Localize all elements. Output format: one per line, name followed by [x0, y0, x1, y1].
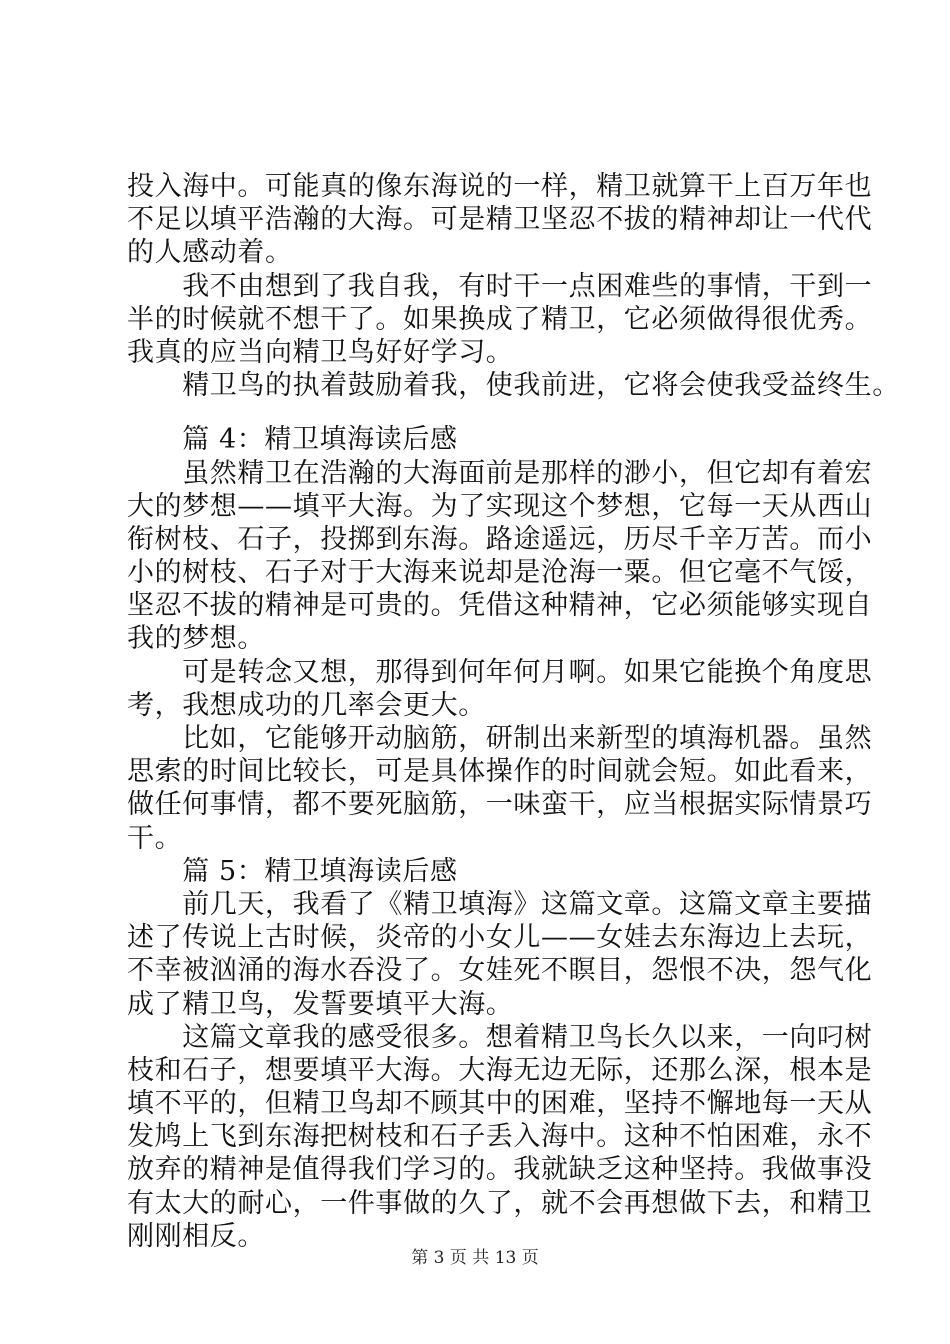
text-line: 衔树枝、石子，投掷到东海。路途遥远，历尽千辛万苦。而小 — [127, 523, 873, 555]
text-line: 小的树枝、石子对于大海来说却是沧海一粟。但它毫不气馁， — [127, 557, 873, 589]
section-heading-4: 篇 4：精卫填海读后感 — [127, 424, 458, 456]
text-line: 考，我想成功的几率会更大。 — [127, 689, 486, 721]
text-line: 坚忍不拔的精神是可贵的。凭借这种精神，它必须能够实现自 — [127, 590, 873, 622]
text-line: 放弃的精神是值得我们学习的。我就缺乏这种坚持。我做事没 — [127, 1154, 873, 1186]
text-line: 发鸠上飞到东海把树枝和石子丢入海中。这种不怕困难，永不 — [127, 1121, 873, 1153]
text-line: 成了精卫鸟，发誓要填平大海。 — [127, 988, 514, 1020]
paragraph-gap — [127, 402, 847, 423]
document-body — [127, 170, 900, 1253]
text-line: 可是转念又想，那得到何年何月啊。如果它能换个角度思 — [127, 656, 873, 688]
text-line: 枝和石子，想要填平大海。大海无边无际，还那么深，根本是 — [127, 1054, 873, 1086]
text-line: 我的梦想。 — [127, 623, 265, 655]
text-line: 大的梦想——填平大海。为了实现这个梦想，它每一天从西山 — [127, 490, 873, 522]
section-heading-5: 篇 5：精卫填海读后感 — [127, 855, 458, 887]
text-line: 半的时候就不想干了。如果换成了精卫，它必须做得很优秀。 — [127, 303, 873, 335]
text-line: 精卫鸟的执着鼓励着我，使我前进，它将会使我受益终生。 — [127, 370, 900, 402]
text-line: 刚刚相反。 — [127, 1220, 265, 1252]
text-line: 我不由想到了我自我，有时干一点困难些的事情，干到一 — [127, 270, 873, 302]
text-line: 填不平的，但精卫鸟却不顾其中的困难，坚持不懈地每一天从 — [127, 1088, 873, 1120]
text-line: 投入海中。可能真的像东海说的一样，精卫就算干上百万年也 — [127, 171, 873, 202]
text-line: 干。 — [127, 822, 183, 854]
text-line: 做任何事情，都不要死脑筋，一味蛮干，应当根据实际情景巧 — [127, 789, 873, 821]
text-line: 比如，它能够开动脑筋，研制出来新型的填海机器。虽然 — [127, 723, 873, 754]
text-line: 不足以填平浩瀚的大海。可是精卫坚忍不拔的精神却让一代代 — [127, 204, 873, 236]
text-line: 述了传说上古时候，炎帝的小女儿——女娃去东海边上去玩， — [127, 922, 873, 954]
text-line: 思索的时间比较长，可是具体操作的时间就会短。如此看来， — [127, 756, 873, 788]
text-line: 不幸被汹涌的海水吞没了。女娃死不瞑目，怨恨不决，怨气化 — [127, 955, 873, 987]
text-line: 这篇文章我的感受很多。想着精卫鸟长久以来，一向叼树 — [127, 1021, 873, 1053]
text-line: 虽然精卫在浩瀚的大海面前是那样的渺小，但它却有着宏 — [127, 457, 873, 489]
text-line: 有太大的耐心，一件事做的久了，就不会再想做下去，和精卫 — [127, 1187, 873, 1219]
text-line: 我真的应当向精卫鸟好好学习。 — [127, 336, 514, 368]
text-line: 的人感动着。 — [127, 237, 293, 269]
text-line: 前几天，我看了《精卫填海》这篇文章。这篇文章主要描 — [127, 888, 873, 920]
page-number-footer: 第 3 页 共 13 页 — [411, 1248, 539, 1268]
